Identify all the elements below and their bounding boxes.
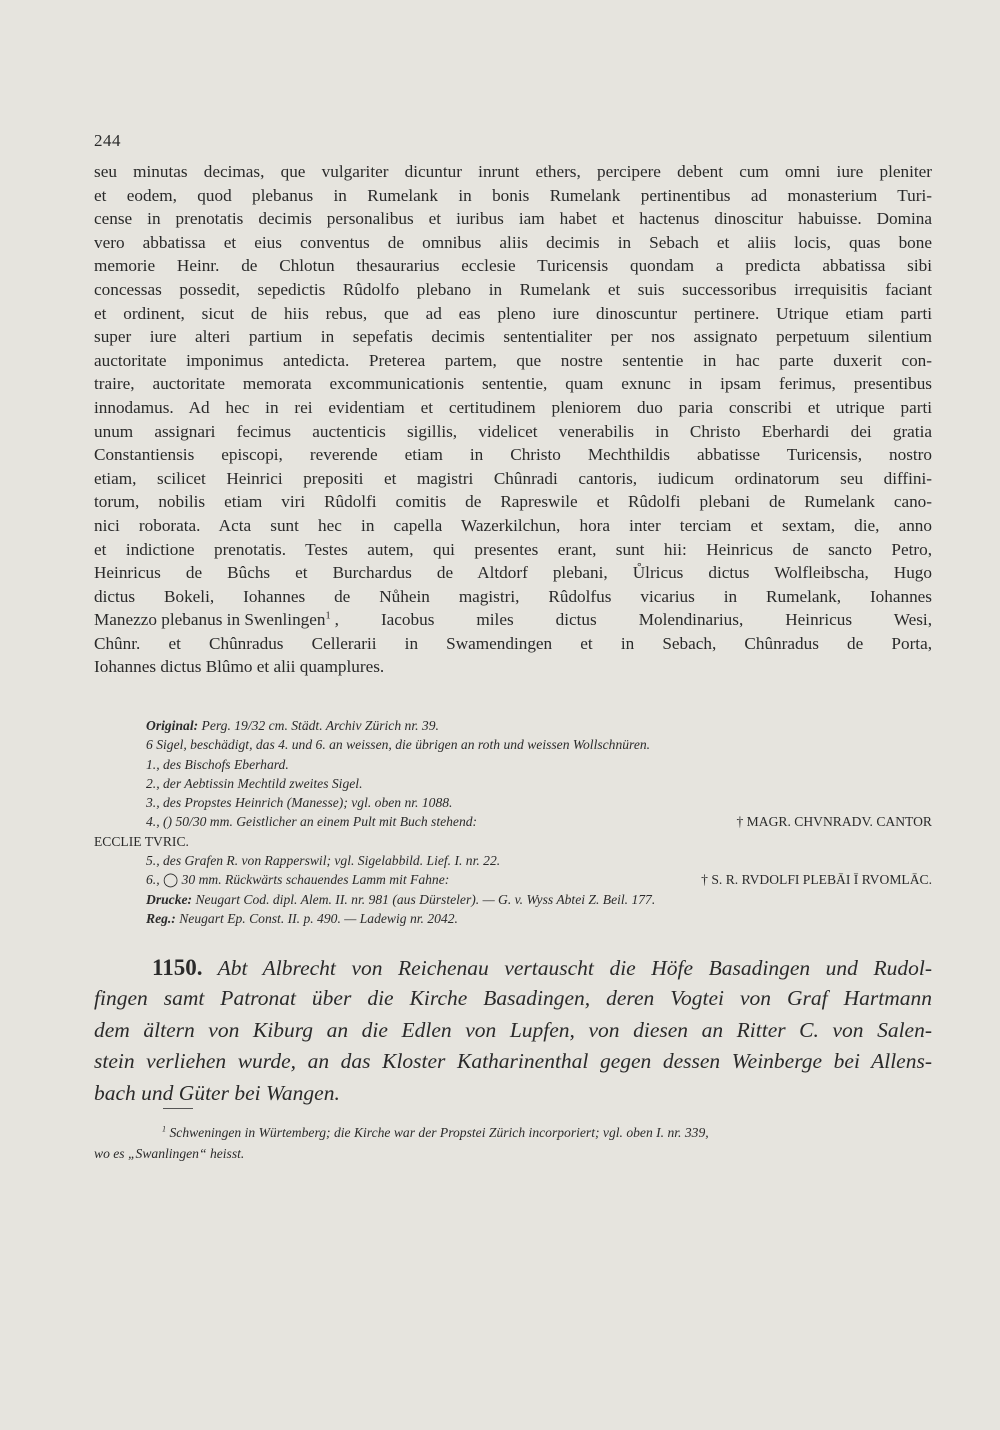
note-text: 5., des Grafen R. von Rapperswil; vgl. Sigelabbild. Lief. I. nr. 22. [146,853,501,869]
note-text: 1., des Bischofs Eberhard. [146,756,289,772]
text-line: torum, nobilis etiam viri Rûdolfi comitis de Rapreswile et Rûdolfi plebani de Rumelank cano- [94,492,932,512]
entry-line: fingen samt Patronat über die Kirche Basadingen, deren Vogtei von Graf Hartmann [94,986,932,1011]
note-text: Perg. 19/32 cm. Städt. Archiv Zürich nr. 39. [201,718,439,733]
note-seal-4 [94,812,932,831]
footnote-marker: 1 [162,1124,167,1134]
text-line: traire, auctoritate memorata excommunicationis sententie, quam exnunc in ipsam ferimus, presentibus [94,374,932,394]
text-line-with-footnote [94,608,932,632]
text-segment-b: , Iacobus miles dictus Molendinarius, Heinricus Wesi, [334,610,932,630]
note-label: Reg.: [146,910,176,926]
text-line: cense in prenotatis decimis personalibus et iuribus iam habet et hactenus dinoscitur habuisse. Domina [94,209,932,229]
entry-line: bach und Güter bei Wangen. [94,1080,340,1105]
note-seal-5 [94,851,932,870]
note-seal-6 [94,870,932,889]
entry-text: Abt Albrecht von Reichenau vertauscht die Höfe Basadingen und Rudol- [217,956,932,980]
note-text: Neugart Ep. Const. II. p. 490. — Ladewig nr. 2042. [179,910,458,926]
text-line: Constantiensis episcopi, reverende etiam in Christo Mechthildis abbatisse Turicensis, nostro [94,445,932,465]
note-text: 6., ◯ 30 mm. Rückwärts schauendes Lamm mit Fahne: [146,872,450,888]
entry-line: dem ältern von Kiburg an die Edlen von Lupfen, von diesen an Ritter C. von Salen- [94,1017,932,1042]
text-line: etiam, scilicet Heinrici prepositi et magistri Chûnradi cantoris, iudicum ordinatorum seu diffini- [94,468,932,488]
note-seal-2 [94,774,932,793]
apparatus-notes [94,716,932,928]
text-line: et eodem, quod plebanus in Rumelank in bonis Rumelank pertinentibus ad monasterium Turi- [94,185,932,205]
note-text: 2., der Aebtissin Mechtild zweites Sigel. [146,775,363,791]
text-line: et ordinent, sicut de hiis rebus, que ad eas pleno iure dinoscuntur pertinere. Utrique etiam parti [94,303,932,323]
text-line: Iohannes dictus Blûmo et alii quamplures. [94,657,385,677]
note-drucke [94,890,932,909]
text-line: unum assignari fecimus auctenticis sigillis, videlicet venerabilis in Christo Eberhardi dei gratia [94,421,932,441]
text-line: seu minutas decimas, que vulgariter dicuntur inrunt ethers, percipere debent cum omni iure pleniter [94,162,932,181]
note-text: Neugart Cod. dipl. Alem. II. nr. 981 (aus Dürsteler). — G. v. Wyss Abtei Z. Beil. 177. [195,891,656,907]
footnote-line [94,1122,932,1143]
note-seal-1 [94,755,932,774]
text-line: memorie Heinr. de Chlotun thesaurarius ecclesie Turicensis quondam a predicta abbatissa sibi [94,256,932,276]
footnote-ref: 1 [325,610,331,622]
page-number: 244 [94,131,121,150]
text-segment-a: Manezzo plebanus in Swenlingen [94,610,326,630]
note-seal-3 [94,793,932,812]
seal-legend: † MAGR. CHVNRADV. CANTOR [736,814,932,830]
footnote-line: wo es „Swanlingen“ heisst. [94,1146,245,1161]
entry-line: stein verliehen wurde, an das Kloster Katharinenthal gegen dessen Weinberge bei Allens- [94,1049,932,1074]
footnote-rule [163,1108,193,1109]
text-line: innodamus. Ad hec in rei evidentiam et certitudinem pleniorem duo paria conscribi et utrique parti [94,397,932,417]
entry-line [94,952,932,983]
note-original [94,716,932,735]
charter-text [94,160,932,679]
note-regest [94,909,932,928]
note-seal-4-cont: ECCLIE TVRIC. [94,833,189,849]
text-line: super iure alteri partium in sepefatis decimis sententialiter per nos assignato perpetuum silentium [94,327,932,347]
text-line: Chûnr. et Chûnradus Cellerarii in Swamendingen et in Sebach, Chûnradus de Porta, [94,633,932,653]
note-label: Original: [146,718,199,733]
entry-number: 1150. [152,955,203,980]
text-line: concessas possedit, sepedictis Rûdolfo plebano in Rumelank et suis successoribus irrequisitis faciant [94,279,932,299]
footnote-text: Schweningen in Würtemberg; die Kirche war der Propstei Zürich incorporiert; vgl. oben I. nr. 339, [169,1125,709,1140]
text-line: vero abbatissa et eius conventus de omnibus aliis decimis in Sebach et aliis locis, quas bone [94,232,932,252]
note-seals [94,735,932,754]
regest-entry [94,952,932,1109]
note-text: 4., () 50/30 mm. Geistlicher an einem Pult mit Buch stehend: [146,814,478,830]
text-segment [94,608,331,632]
note-text: 6 Sigel, beschädigt, das 4. und 6. an weissen, die übrigen an roth und weissen Wollschnüren. [146,737,651,753]
footnote [94,1122,932,1164]
text-line: et indictione prenotatis. Testes autem, qui presentes erant, sunt hii: Heinricus de sancto Petro, [94,539,932,559]
text-line: auctoritate imponimus antedicta. Preterea partem, que nostre sententie in hac parte duxerit con- [94,350,932,370]
seal-legend: † S. R. RVDOLFI PLEBĀI Ī RVOMLĀC. [701,872,932,888]
text-line: nici roborata. Acta sunt hec in capella Wazerkilchun, hora inter terciam et sextam, die, anno [94,515,932,535]
note-label: Drucke: [146,891,193,907]
text-line: Heinricus de Bûchs et Burchardus de Altdorf plebani, Ůlricus dictus Wolfleibscha, Hugo [94,563,932,583]
text-line: dictus Bokeli, Iohannes de Nůhein magistri, Rûdolfus vicarius in Rumelank, Iohannes [94,586,932,606]
note-text: 3., des Propstes Heinrich (Manesse); vgl. oben nr. 1088. [146,795,453,811]
